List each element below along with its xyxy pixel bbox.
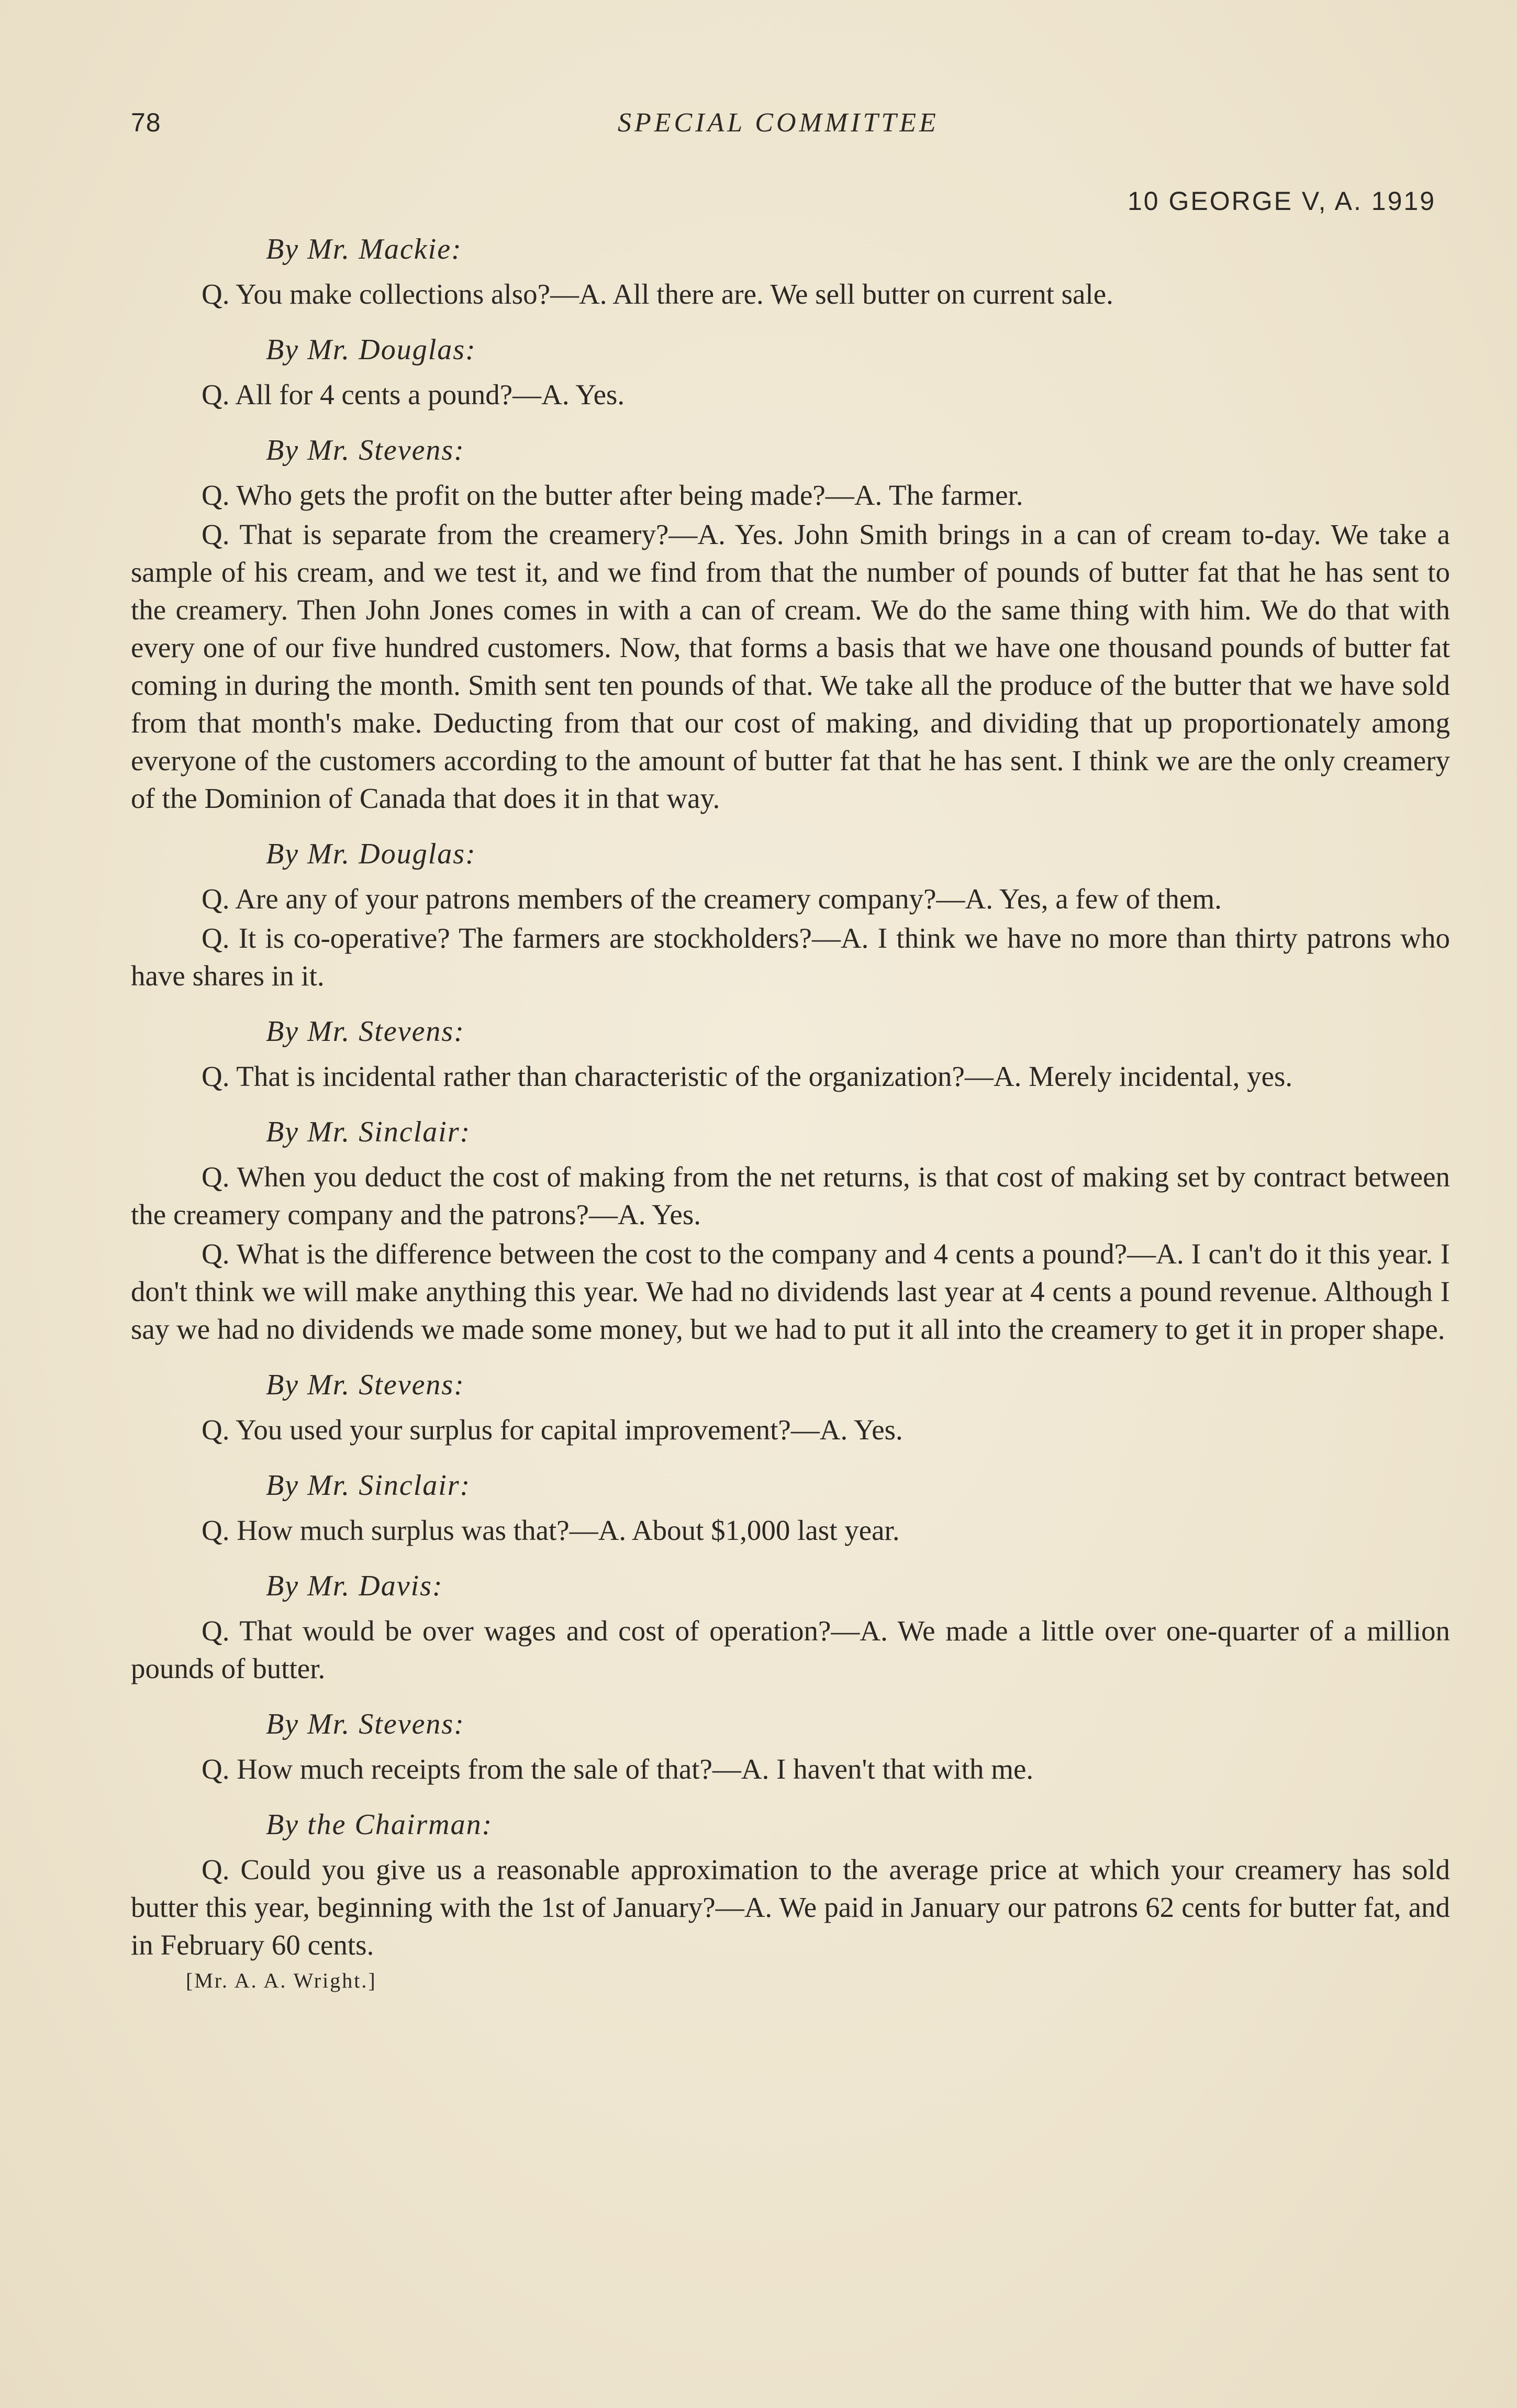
question-answer: Q. How much surplus was that?—A. About $1,000 last year. (202, 1514, 900, 1546)
speaker-heading: By Mr. Stevens: (266, 1369, 465, 1401)
question-answer: Q. Who gets the profit on the butter after being made?—A. The farmer. (202, 479, 1023, 511)
page-number: 78 (131, 108, 161, 137)
speaker-heading: By Mr. Sinclair: (266, 1116, 471, 1148)
speaker-heading: By Mr. Douglas: (266, 334, 476, 366)
question-answer: Q. Are any of your patrons members of the creamery company?—A. Yes, a few of them. (202, 883, 1222, 915)
question-answer: Q. Could you give us a reasonable approximation to the average price at which your creamery has sold butter this year, beginning with the 1st of January?—A. We paid in January our patrons 62 cents for butter fat, and in February 60 cents. (131, 1854, 1450, 1961)
transcript-body (131, 230, 1450, 1993)
witness-footer: [Mr. A. A. Wright.] (186, 1969, 377, 1992)
question-answer: Q. What is the difference between the cost to the company and 4 cents a pound?—A. I can't do it this year. I don't think we will make anything this year. We had no dividends last year at 4 cents a pound revenue. Although I say we had no dividends we made some money, but we had to put it all into the creamery to get it in proper shape. (131, 1238, 1450, 1345)
speaker-heading: By the Chairman: (266, 1808, 493, 1841)
question-answer: Q. It is co-operative? The farmers are stockholders?—A. I think we have no more than thirty patrons who have shares in it. (131, 922, 1450, 992)
page-header (131, 107, 1502, 149)
speaker-heading: By Mr. Stevens: (266, 1015, 465, 1048)
running-title: SPECIAL COMMITTEE (618, 108, 939, 138)
question-answer: Q. You used your surplus for capital improvement?—A. Yes. (202, 1414, 903, 1446)
question-answer: Q. You make collections also?—A. All there are. We sell butter on current sale. (202, 278, 1113, 310)
speaker-heading: By Mr. Sinclair: (266, 1469, 471, 1502)
question-answer: Q. How much receipts from the sale of that?—A. I haven't that with me. (202, 1753, 1034, 1785)
question-answer: Q. When you deduct the cost of making from the net returns, is that cost of making set by contract between the creamery company and the patrons?—A. Yes. (131, 1161, 1450, 1230)
question-answer: Q. That is incidental rather than characteristic of the organization?—A. Merely incidental, yes. (202, 1060, 1293, 1092)
speaker-heading: By Mr. Davis: (266, 1570, 443, 1602)
speaker-heading: By Mr. Stevens: (266, 1708, 465, 1740)
question-answer: Q. That is separate from the creamery?—A. Yes. John Smith brings in a can of cream to-day. We take a sample of his cream, and we test it, and we find from that the number of pounds of butter fat that he has sent to the creamery. Then John Jones comes in with a can of cream. We do the same thing with him. We do that with every one of our five hundred customers. Now, that forms a basis that we have one thousand pounds of butter fat coming in during the month. Smith sent ten pounds of that. We take all the produce of the butter that we have sold from that month's make. Deducting from that our cost of making, and dividing that up proportionately among everyone of the customers according to the amount of butter fat that he has sent. I think we are the only creamery of the Dominion of Canada that does it in that way. (131, 518, 1450, 814)
speaker-heading: By Mr. Mackie: (266, 233, 462, 265)
question-answer: Q. All for 4 cents a pound?—A. Yes. (202, 379, 625, 410)
speaker-heading: By Mr. Stevens: (266, 434, 465, 467)
speaker-heading: By Mr. Douglas: (266, 838, 476, 870)
question-answer: Q. That would be over wages and cost of operation?—A. We made a little over one-quarter of a million pounds of butter. (131, 1615, 1450, 1684)
session-line: 10 GEORGE V, A. 1919 (1127, 186, 1436, 216)
